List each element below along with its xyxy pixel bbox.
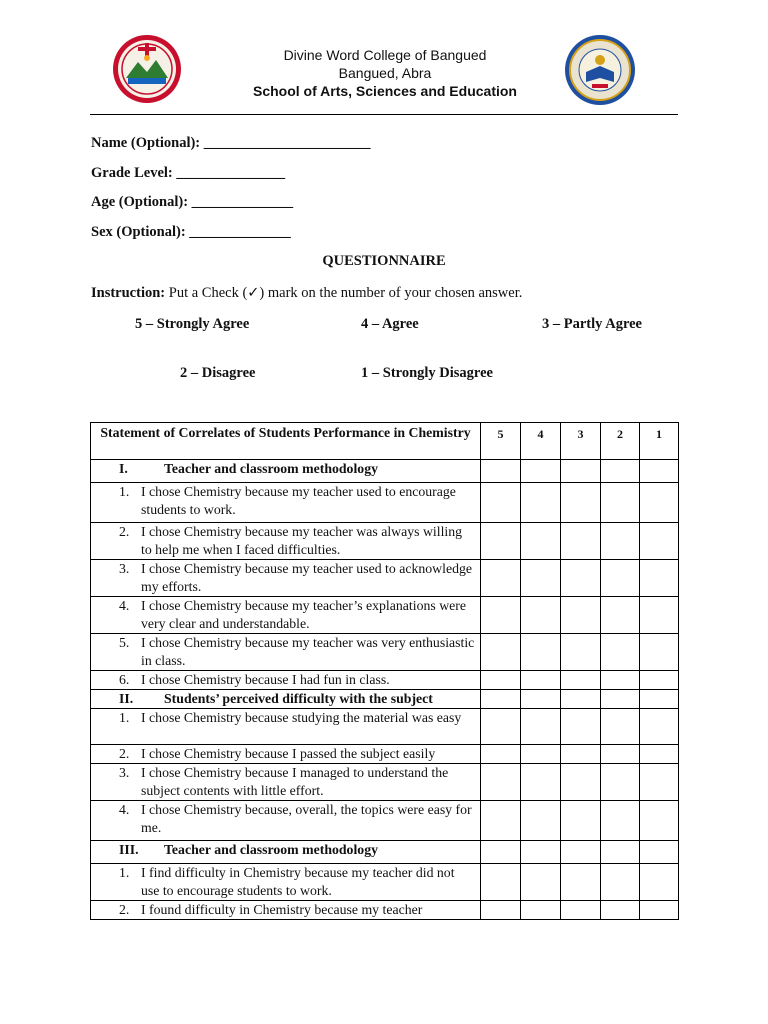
rating-cell[interactable] (601, 764, 640, 801)
rating-cell[interactable] (640, 901, 679, 920)
instruction-label: Instruction: (91, 285, 166, 301)
rating-cell[interactable] (561, 745, 601, 764)
scale-strongly-agree: 5 – Strongly Agree (135, 316, 250, 332)
statement-header: Statement of Correlates of Students Performance in Chemistry (91, 423, 481, 460)
college-seal-logo (112, 34, 182, 104)
rating-cell[interactable] (601, 671, 640, 690)
sex-field[interactable]: Sex (Optional): ______________ (91, 224, 291, 240)
rating-cell[interactable] (640, 841, 679, 864)
rating-cell[interactable] (521, 709, 561, 745)
rating-cell[interactable] (601, 597, 640, 634)
rating-cell[interactable] (601, 709, 640, 745)
rating-cell[interactable] (601, 460, 640, 483)
section-row (91, 841, 679, 864)
rating-cell[interactable] (481, 460, 521, 483)
item-number: 2. (119, 524, 130, 539)
rating-cell[interactable] (601, 560, 640, 597)
statement-cell (91, 709, 481, 745)
statement-cell (91, 634, 481, 671)
table-row (91, 634, 679, 671)
col-header-5: 5 (481, 423, 521, 460)
rating-cell[interactable] (601, 801, 640, 841)
section-number: III. (119, 842, 139, 857)
item-text: I chose Chemistry because studying the material was easy (141, 710, 462, 725)
section-heading (91, 460, 481, 483)
rating-cell[interactable] (601, 901, 640, 920)
rating-cell[interactable] (481, 597, 521, 634)
rating-cell[interactable] (481, 801, 521, 841)
rating-cell[interactable] (640, 460, 679, 483)
item-number: 4. (119, 598, 130, 613)
rating-cell[interactable] (481, 560, 521, 597)
rating-cell[interactable] (521, 864, 561, 901)
col-header-3: 3 (561, 423, 601, 460)
section-title: Students’ perceived difficulty with the subject (164, 691, 433, 706)
institution-header (230, 46, 540, 100)
item-number: 2. (119, 746, 130, 761)
age-field[interactable]: Age (Optional): ______________ (91, 194, 294, 210)
rating-cell[interactable] (481, 523, 521, 560)
item-text: I chose Chemistry because, overall, the topics were easy for me. (141, 802, 472, 835)
scale-partly-agree: 3 – Partly Agree (542, 316, 642, 332)
rating-cell[interactable] (561, 671, 601, 690)
section-heading (91, 690, 481, 709)
rating-cell[interactable] (561, 841, 601, 864)
scale-strongly-disagree: 1 – Strongly Disagree (361, 365, 493, 381)
item-number: 1. (119, 865, 130, 880)
rating-cell[interactable] (481, 690, 521, 709)
table-row (91, 801, 679, 841)
rating-cell[interactable] (640, 709, 679, 745)
item-number: 3. (119, 561, 130, 576)
item-text: I chose Chemistry because my teacher was very enthusiastic in class. (141, 635, 475, 668)
rating-cell[interactable] (640, 690, 679, 709)
rating-cell[interactable] (521, 483, 561, 523)
table-row (91, 709, 679, 745)
item-text: I found difficulty in Chemistry because my teacher (141, 902, 423, 917)
rating-cell[interactable] (521, 460, 561, 483)
statement-cell (91, 671, 481, 690)
rating-cell[interactable] (481, 764, 521, 801)
statement-cell (91, 483, 481, 523)
rating-cell[interactable] (640, 801, 679, 841)
statement-cell (91, 764, 481, 801)
school-name: School of Arts, Sciences and Education (253, 83, 517, 99)
col-header-4: 4 (521, 423, 561, 460)
rating-cell[interactable] (640, 864, 679, 901)
scale-agree: 4 – Agree (361, 316, 419, 332)
rating-cell[interactable] (481, 634, 521, 671)
statement-cell (91, 523, 481, 560)
statement-cell (91, 560, 481, 597)
item-number: 2. (119, 902, 130, 917)
rating-cell[interactable] (640, 745, 679, 764)
instruction-text: Put a Check (✓) mark on the number of your chosen answer. (165, 285, 523, 301)
rating-cell[interactable] (521, 841, 561, 864)
table-row (91, 864, 679, 901)
rating-cell[interactable] (640, 560, 679, 597)
table-row (91, 901, 679, 920)
questionnaire-table (90, 422, 679, 920)
rating-cell[interactable] (561, 560, 601, 597)
item-text: I chose Chemistry because my teacher was always willing to help me when I faced difficulties. (141, 524, 463, 557)
rating-cell[interactable] (561, 690, 601, 709)
section-title: Teacher and classroom methodology (164, 842, 378, 857)
rating-cell[interactable] (561, 523, 601, 560)
rating-cell[interactable] (481, 901, 521, 920)
rating-cell[interactable] (601, 864, 640, 901)
table-row (91, 597, 679, 634)
rating-cell[interactable] (601, 841, 640, 864)
item-text: I find difficulty in Chemistry because my teacher did not use to encourage students to work. (141, 865, 455, 898)
rating-cell[interactable] (640, 634, 679, 671)
item-number: 1. (119, 710, 130, 725)
section-row (91, 690, 679, 709)
rating-cell[interactable] (481, 841, 521, 864)
item-text: I chose Chemistry because I passed the subject easily (141, 746, 436, 761)
rating-cell[interactable] (561, 460, 601, 483)
rating-cell[interactable] (521, 597, 561, 634)
rating-cell[interactable] (640, 483, 679, 523)
rating-cell[interactable] (561, 483, 601, 523)
rating-cell[interactable] (481, 483, 521, 523)
rating-cell[interactable] (521, 634, 561, 671)
rating-cell[interactable] (601, 745, 640, 764)
rating-cell[interactable] (521, 901, 561, 920)
rating-cell[interactable] (521, 671, 561, 690)
statement-cell (91, 864, 481, 901)
rating-cell[interactable] (481, 671, 521, 690)
rating-cell[interactable] (601, 690, 640, 709)
section-number: I. (119, 461, 128, 476)
rating-cell[interactable] (481, 709, 521, 745)
rating-cell[interactable] (521, 523, 561, 560)
col-header-1: 1 (640, 423, 679, 460)
item-text: I chose Chemistry because I managed to understand the subject contents with little effort. (141, 765, 449, 798)
statement-cell (91, 745, 481, 764)
rating-cell[interactable] (521, 764, 561, 801)
rating-cell[interactable] (521, 690, 561, 709)
item-number: 1. (119, 484, 130, 499)
rating-cell[interactable] (481, 745, 521, 764)
college-location: Bangued, Abra (338, 65, 432, 81)
item-text: I chose Chemistry because my teacher used to acknowledge my efforts. (141, 561, 473, 594)
header-divider (90, 114, 678, 115)
school-seal-logo (564, 34, 636, 106)
section-row (91, 460, 679, 483)
item-number: 6. (119, 672, 130, 687)
table-header-row (91, 423, 679, 460)
questionnaire-title: QUESTIONNAIRE (322, 253, 446, 269)
rating-cell[interactable] (601, 483, 640, 523)
statement-cell (91, 901, 481, 920)
rating-cell[interactable] (561, 764, 601, 801)
instruction (91, 285, 522, 302)
item-text: I chose Chemistry because my teacher’s explanations were very clear and understandable. (141, 598, 467, 631)
rating-cell[interactable] (561, 901, 601, 920)
rating-cell[interactable] (561, 634, 601, 671)
rating-cell[interactable] (561, 801, 601, 841)
col-header-2: 2 (601, 423, 640, 460)
section-title: Teacher and classroom methodology (164, 461, 378, 476)
section-number: II. (119, 691, 134, 706)
name-field[interactable]: Name (Optional): _______________________ (91, 135, 371, 151)
rating-cell[interactable] (561, 597, 601, 634)
table-row (91, 745, 679, 764)
rating-cell[interactable] (601, 634, 640, 671)
table-row (91, 671, 679, 690)
rating-cell[interactable] (640, 764, 679, 801)
item-number: 5. (119, 635, 130, 650)
statement-cell (91, 597, 481, 634)
rating-cell[interactable] (521, 560, 561, 597)
table-row (91, 523, 679, 560)
item-number: 3. (119, 765, 130, 780)
rating-cell[interactable] (601, 523, 640, 560)
rating-cell[interactable] (640, 671, 679, 690)
rating-cell[interactable] (481, 864, 521, 901)
section-heading (91, 841, 481, 864)
rating-cell[interactable] (521, 745, 561, 764)
item-text: I chose Chemistry because my teacher used to encourage students to work. (141, 484, 456, 517)
scale-disagree: 2 – Disagree (180, 365, 256, 381)
table-row (91, 483, 679, 523)
item-text: I chose Chemistry because I had fun in class. (141, 672, 390, 687)
grade-level-field[interactable]: Grade Level: _______________ (91, 165, 286, 181)
rating-cell[interactable] (521, 801, 561, 841)
rating-cell[interactable] (561, 864, 601, 901)
rating-cell[interactable] (640, 597, 679, 634)
rating-cell[interactable] (561, 709, 601, 745)
table-row (91, 764, 679, 801)
rating-cell[interactable] (640, 523, 679, 560)
college-name: Divine Word College of Bangued (283, 47, 487, 63)
table-row (91, 560, 679, 597)
item-number: 4. (119, 802, 130, 817)
statement-cell (91, 801, 481, 841)
